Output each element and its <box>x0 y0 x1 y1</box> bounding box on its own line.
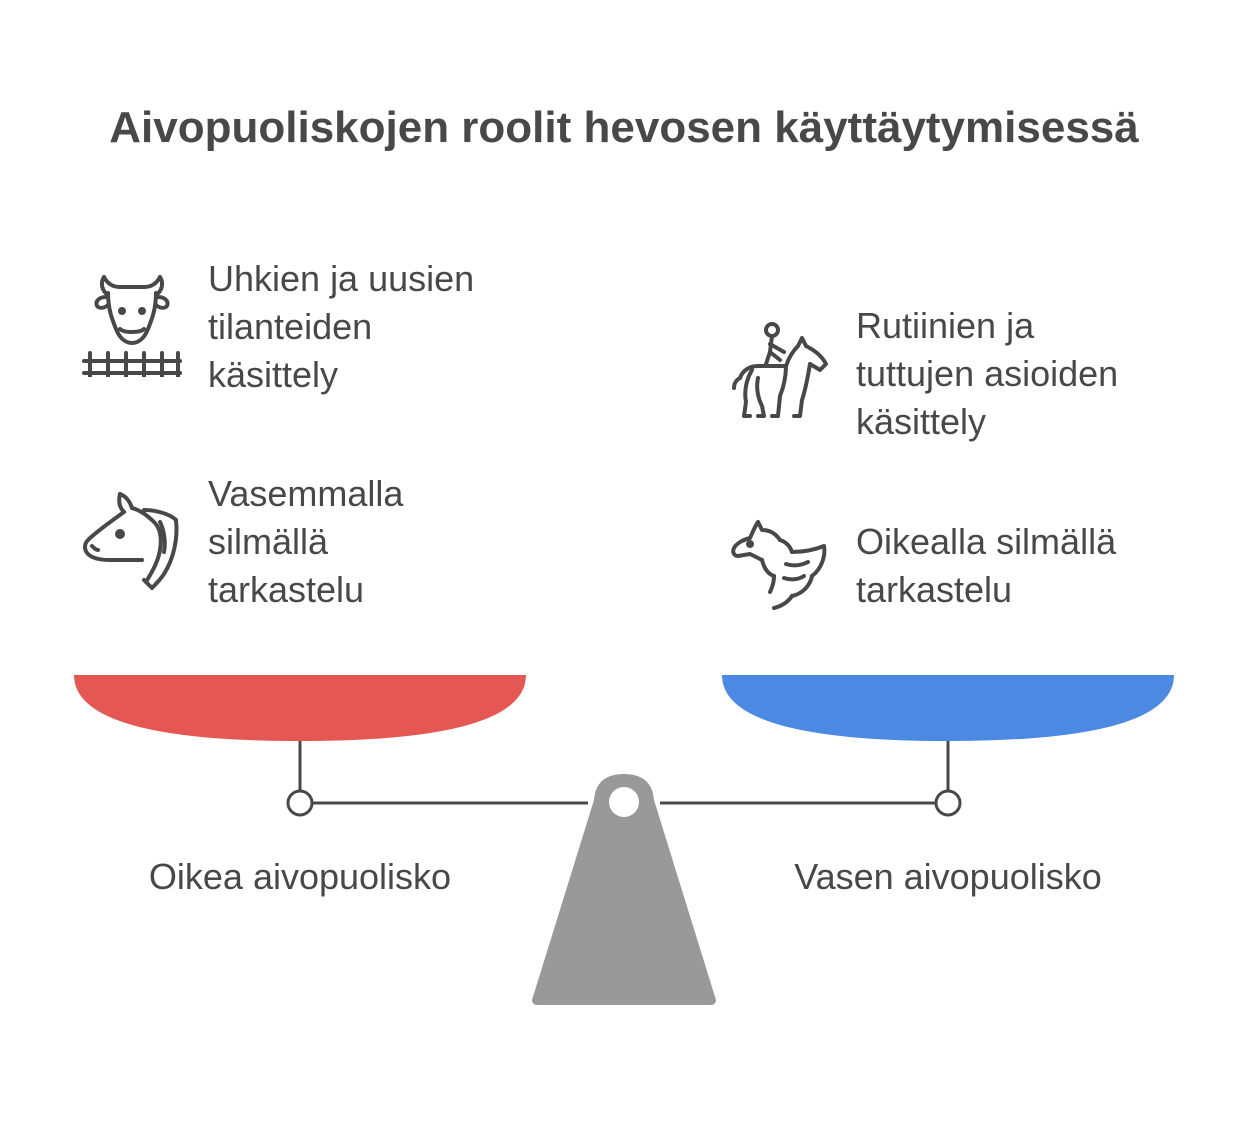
left-item-left-eye-label: Vasemmalla silmällä tarkastelu <box>208 473 404 610</box>
fulcrum-pivot <box>609 787 639 817</box>
right-item-right-eye-label: Oikealla silmällä tarkastelu <box>856 521 1117 610</box>
right-item-routines-label: Rutiinien ja tuttujen asioiden käsittely <box>856 305 1119 442</box>
right-side-label: Vasen aivopuolisko <box>794 856 1102 897</box>
left-item-threats-label: Uhkien ja uusien tilanteiden käsittely <box>208 258 475 395</box>
left-side-label: Oikea aivopuolisko <box>148 856 452 897</box>
page-title: Aivopuoliskojen roolit hevosen käyttäytymisessä <box>109 103 1139 152</box>
right-beam-end <box>936 791 960 815</box>
right-pan <box>722 675 1174 741</box>
left-beam-end <box>288 791 312 815</box>
left-pan <box>74 675 526 741</box>
